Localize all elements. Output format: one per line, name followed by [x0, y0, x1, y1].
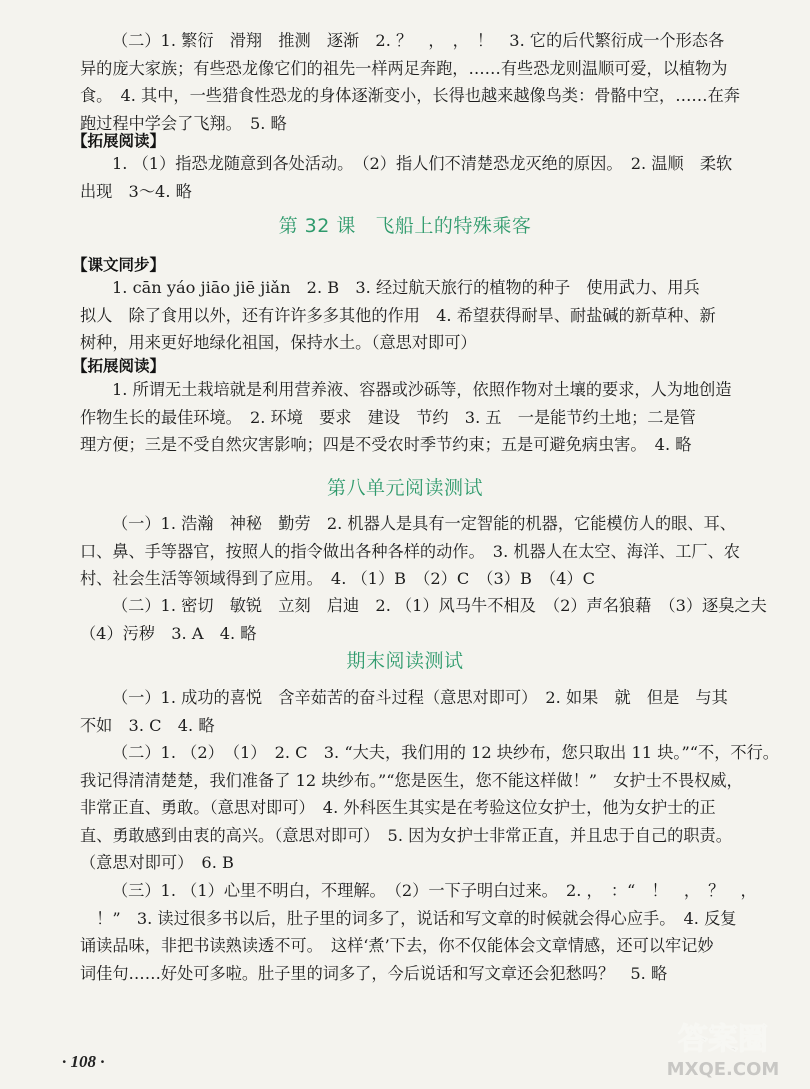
- text-line: （二）1. 密切 敏锐 立刻 启迪 2. （1）风马牛不相及 （2）声名狼藉 （3）逐臭之夫: [112, 596, 767, 615]
- text-line: 1. cān yáo jiāo jiē jiǎn 2. B 3. 经过航天旅行的植物的种子 使用武力、用兵: [112, 278, 700, 297]
- watermark-title: 答案圈: [678, 1022, 768, 1057]
- lesson-heading: 第 32 课 飞船上的特殊乘客: [278, 215, 532, 237]
- section-unit-test-part-1: [80, 510, 786, 593]
- text-line: （二）1. （2） （1） 2. C 3. “大夫，我们用的 12 块纱布，您只取出 11 块。”“不，不行。: [112, 743, 779, 762]
- watermark-logo: [648, 1013, 798, 1083]
- text-line: 1. 所谓无土栽培就是利用营养液、容器或沙砾等，依照作物对土壤的要求，人为地创造: [112, 380, 732, 399]
- section-final-test-part-2: [80, 739, 786, 877]
- watermark-url: MXQE.COM: [666, 1059, 780, 1080]
- section-unit-test-part-2: [80, 592, 786, 647]
- section-extended-reading-answers: [80, 150, 786, 205]
- text-line: （二）1. 繁衍 滑翔 推测 逐渐 2. ？ ， ， ！ 3. 它的后代繁衍成一个形态各: [112, 31, 725, 50]
- text-line: 食。 4. 其中，一些猎食性恐龙的身体逐渐变小，长得也越来越像鸟类：骨骼中空，……在奔: [80, 86, 740, 106]
- section-unit-answer-2: [80, 27, 786, 137]
- text-line: 作物生长的最佳环境。 2. 环境 要求 建设 节约 3. 五 一是能节约土地；二是管: [80, 407, 696, 427]
- text-line: 村、社会生活等领域得到了应用。 4. （1）B （2）C （3）B （4）C: [80, 569, 596, 589]
- text-line: 诵读品味，非把书读熟读透不可。 这样‘煮’下去，你不仅能体会文章情感，还可以牢记妙: [80, 936, 714, 956]
- section-extended-reading-answers: [80, 376, 786, 459]
- section-text-sync-answers: [80, 274, 786, 357]
- text-line: 拟人 除了食用以外，还有许许多多其他的作用 4. 希望获得耐旱、耐盐碱的新草种、新: [80, 305, 716, 325]
- section-label-extended-reading: 【拓展阅读】: [72, 357, 166, 375]
- text-line: 词佳句……好处可多啦。肚子里的词多了，今后说话和写文章还会犯愁吗？ 5. 略: [80, 963, 668, 983]
- text-line: （一）1. 浩瀚 神秘 勤劳 2. 机器人是具有一定智能的机器，它能模仿人的眼、耳、: [112, 514, 736, 533]
- unit-test-heading: 第八单元阅读测试: [326, 477, 483, 499]
- text-line: （三）1. （1）心里不明白，不理解。 （2）一下子明白过来。 2. ， ：“ ！ ， ？ ，: [112, 881, 757, 900]
- section-label-text-sync: 【课文同步】: [72, 256, 166, 274]
- text-line: （意思对即可） 6. B: [80, 853, 234, 873]
- page-number: · 108 ·: [62, 1052, 105, 1071]
- text-line: 1. （1）指恐龙随意到各处活动。 （2）指人们不清楚恐龙灭绝的原因。 2. 温顺 柔软: [112, 154, 733, 173]
- final-test-heading: 期末阅读测试: [346, 650, 464, 672]
- text-line: 跑过程中学会了飞翔。 5. 略: [80, 113, 287, 133]
- text-line: （一）1. 成功的喜悦 含辛茹苦的奋斗过程（意思对即可） 2. 如果 就 但是 与其: [112, 688, 728, 707]
- section-final-test-part-3: [80, 877, 786, 987]
- text-line: 出现 3～4. 略: [80, 181, 192, 201]
- text-line: 理方便；三是不受自然灾害影响；四是不受农时季节约束；五是可避免病虫害。 4. 略: [80, 435, 692, 455]
- text-line: （4）污秽 3. A 4. 略: [80, 623, 257, 643]
- text-line: 树种，用来更好地绿化祖国，保持水土。（意思对即可）: [80, 333, 477, 353]
- section-label-extended-reading: 【拓展阅读】: [72, 132, 166, 150]
- text-line: 我记得清清楚楚，我们准备了 12 块纱布。”“您是医生，您不能这样做！” 女护士不畏权威，: [80, 770, 743, 790]
- text-line: 不如 3. C 4. 略: [80, 715, 215, 735]
- text-line: 非常正直、勇敢。（意思对即可） 4. 外科医生其实是在考验这位女护士，他为女护士的正: [80, 798, 716, 818]
- text-line: ！” 3. 读过很多书以后，肚子里的词多了，说话和写文章的时候就会得心应手。 4. 反复: [80, 908, 737, 928]
- text-line: 直、勇敢感到由衷的高兴。（意思对即可） 5. 因为女护士非常正直，并且忠于自己的职责。: [80, 825, 732, 845]
- text-line: 异的庞大家族；有些恐龙像它们的祖先一样两足奔跑，……有些恐龙则温顺可爱，以植物为: [80, 58, 728, 78]
- text-line: 口、鼻、手等器官，按照人的指令做出各种各样的动作。 3. 机器人在太空、海洋、工厂、农: [80, 541, 740, 561]
- section-final-test-part-1: [80, 684, 786, 739]
